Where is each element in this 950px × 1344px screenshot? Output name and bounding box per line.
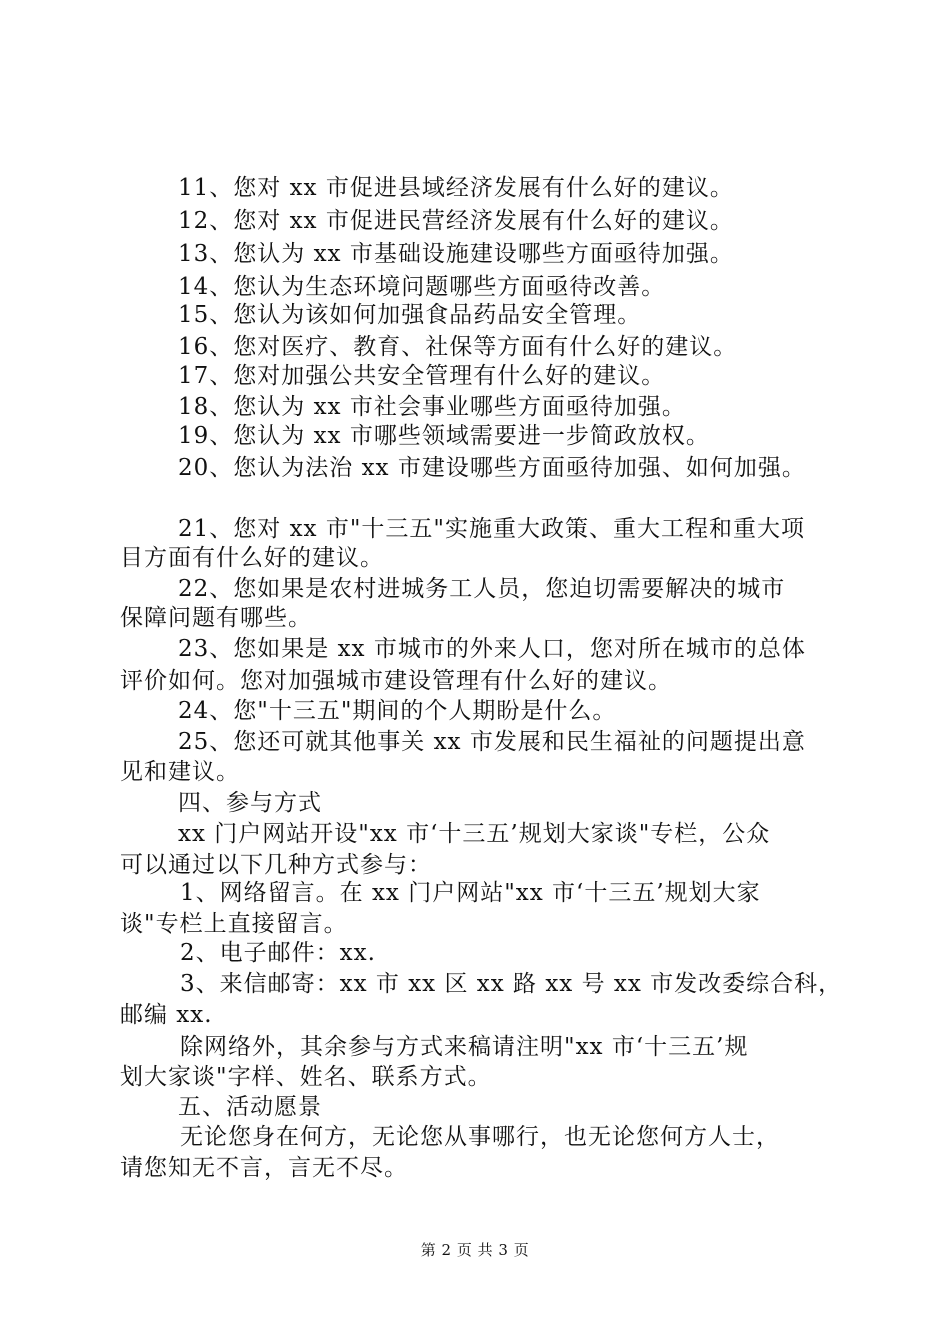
question-24: 24、您"十三五"期间的个人期盼是什么。 [178,698,617,724]
method-note: 除网络外，其余参与方式来稿请注明"xx 市‘十三五’规 [180,1034,749,1060]
question-25: 25、您还可就其他事关 xx 市发展和民生福祉的问题提出意 [178,729,806,755]
question-25-cont: 见和建议。 [120,759,240,785]
question-12: 12、您对 xx 市促进民营经济发展有什么好的建议。 [178,208,734,234]
section-5-text-cont: 请您知无不言，言无不尽。 [120,1155,408,1181]
question-22-cont: 保障问题有哪些。 [120,605,312,631]
question-17: 17、您对加强公共安全管理有什么好的建议。 [178,363,666,389]
question-14: 14、您认为生态环境问题哪些方面亟待改善。 [178,274,666,300]
section-5-text: 无论您身在何方，无论您从事哪行，也无论您何方人士， [180,1124,780,1150]
question-23: 23、您如果是 xx 市城市的外来人口，您对所在城市的总体 [178,636,806,662]
section-5-heading: 五、活动愿景 [178,1094,322,1120]
section-4-heading: 四、参与方式 [178,790,322,816]
question-15: 15、您认为该如何加强食品药品安全管理。 [178,302,642,328]
method-1: 1、网络留言。在 xx 门户网站"xx 市‘十三五’规划大家 [180,880,761,906]
question-18: 18、您认为 xx 市社会事业哪些方面亟待加强。 [178,394,686,420]
method-3-cont: 邮编 xx. [120,1002,213,1028]
question-20: 20、您认为法治 xx 市建设哪些方面亟待加强、如何加强。 [178,455,806,481]
method-2: 2、电子邮件：xx. [180,940,376,966]
question-11: 11、您对 xx 市促进县域经济发展有什么好的建议。 [178,175,734,201]
question-13: 13、您认为 xx 市基础设施建设哪些方面亟待加强。 [178,241,734,267]
question-19: 19、您认为 xx 市哪些领域需要进一步简政放权。 [178,423,710,449]
section-4-intro: xx 门户网站开设"xx 市‘十三五’规划大家谈"专栏，公众 [178,821,771,847]
question-23-cont: 评价如何。您对加强城市建设管理有什么好的建议。 [120,668,672,694]
question-22: 22、您如果是农村进城务工人员，您迫切需要解决的城市 [178,576,786,602]
question-21-cont: 目方面有什么好的建议。 [120,545,384,571]
method-note-cont: 划大家谈"字样、姓名、联系方式。 [120,1064,492,1090]
section-4-intro-cont: 可以通过以下几种方式参与： [120,852,432,878]
method-3: 3、来信邮寄：xx 市 xx 区 xx 路 xx 号 xx 市发改委综合科， [180,971,843,997]
page-number-footer: 第 2 页 共 3 页 [420,1241,530,1259]
question-16: 16、您对医疗、教育、社保等方面有什么好的建议。 [178,334,738,360]
question-21: 21、您对 xx 市"十三五"实施重大政策、重大工程和重大项 [178,516,805,542]
method-1-cont: 谈"专栏上直接留言。 [120,911,348,937]
